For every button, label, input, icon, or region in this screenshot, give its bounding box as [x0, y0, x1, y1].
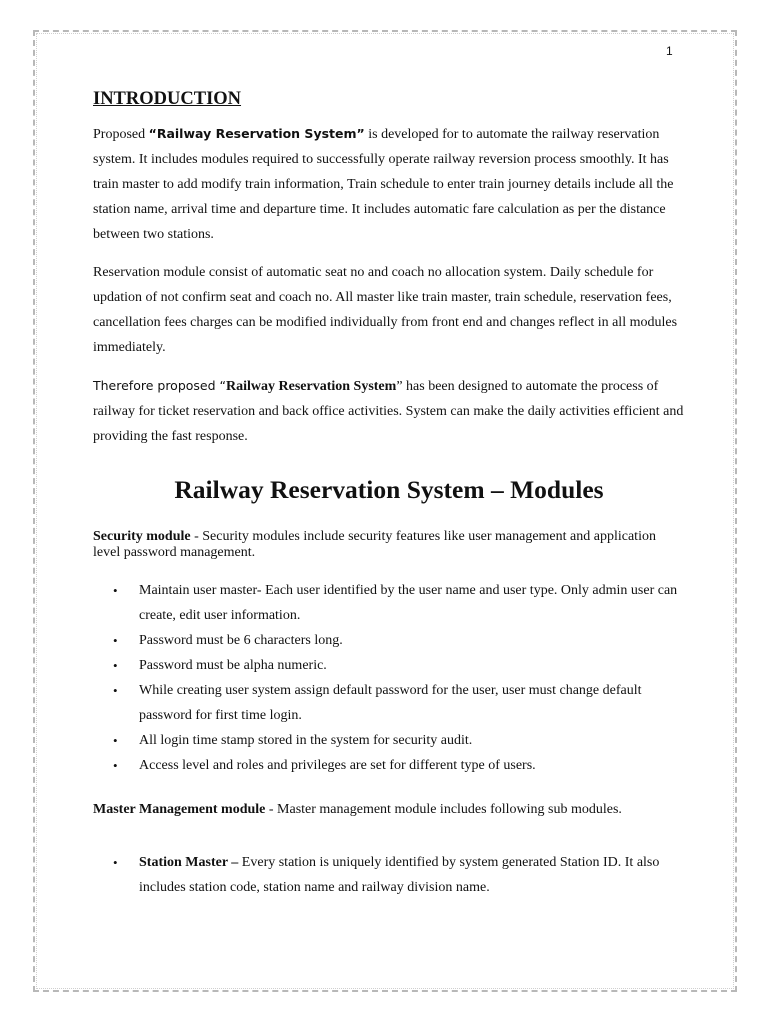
intro-p3-post: ” has been designed to automate the process of railway for ticket reservation and back office activities. System can make the daily activities efficient and providing the fast response.	[93, 379, 684, 444]
master-module-desc: - Master management module includes following sub modules.	[265, 802, 622, 817]
list-item: • While creating user system assign default password for the user, user must change default password for first time login.	[93, 678, 685, 728]
master-module-paragraph	[93, 802, 685, 818]
modules-title: Railway Reservation System – Modules	[174, 475, 604, 504]
intro-paragraph-1	[93, 121, 685, 247]
security-module-desc: - Security modules include security features like user management and application level password management.	[93, 529, 656, 560]
intro-p3-pre: Therefore proposed “	[93, 378, 226, 393]
security-module-name: Security module	[93, 529, 191, 544]
master-module-name: Master Management module	[93, 802, 266, 817]
list-item: • Access level and roles and privileges are set for different type of users.	[93, 753, 685, 778]
page-number: 1	[666, 44, 673, 58]
list-item	[93, 850, 685, 900]
station-master-label: Station Master –	[139, 855, 242, 870]
master-bullet-list	[93, 850, 685, 900]
list-item: • All login time stamp stored in the system for security audit.	[93, 728, 685, 753]
intro-paragraph-2: Reservation module consist of automatic seat no and coach no allocation system. Daily schedule for updation of not confirm seat and coach no. All master like train master, train schedule, reservation fees, cancellation fees charges can be modified individually from front end and changes reflect in all modules immediately.	[93, 265, 678, 355]
list-item: • Password must be 6 characters long.	[93, 628, 685, 653]
intro-paragraph-3	[93, 373, 685, 449]
document-body	[93, 86, 685, 900]
security-bullet-list	[93, 578, 685, 778]
intro-p3-system-name: Railway Reservation System	[226, 379, 397, 394]
list-item: • Maintain user master- Each user identified by the user name and user type. Only admin user can create, edit user information.	[93, 578, 685, 628]
list-item: • Password must be alpha numeric.	[93, 653, 685, 678]
station-master-text: Every station is uniquely identified by system generated Station ID. It also includes station code, station name and railway division name.	[139, 855, 660, 895]
intro-p1-pre: Proposed	[93, 127, 149, 142]
intro-p1-system-name: “Railway Reservation System”	[148, 126, 365, 141]
intro-p1-post: is developed for to automate the railway reservation system. It includes modules required to successfully operate railway reversion process smoothly. It has train master to add modify train information, Train schedule to enter train journey details include all the station name, arrival time and departure time. It includes automatic fare calculation as per the distance between two stations.	[93, 127, 674, 242]
security-module-paragraph	[93, 529, 685, 561]
introduction-heading: INTRODUCTION	[93, 89, 242, 109]
